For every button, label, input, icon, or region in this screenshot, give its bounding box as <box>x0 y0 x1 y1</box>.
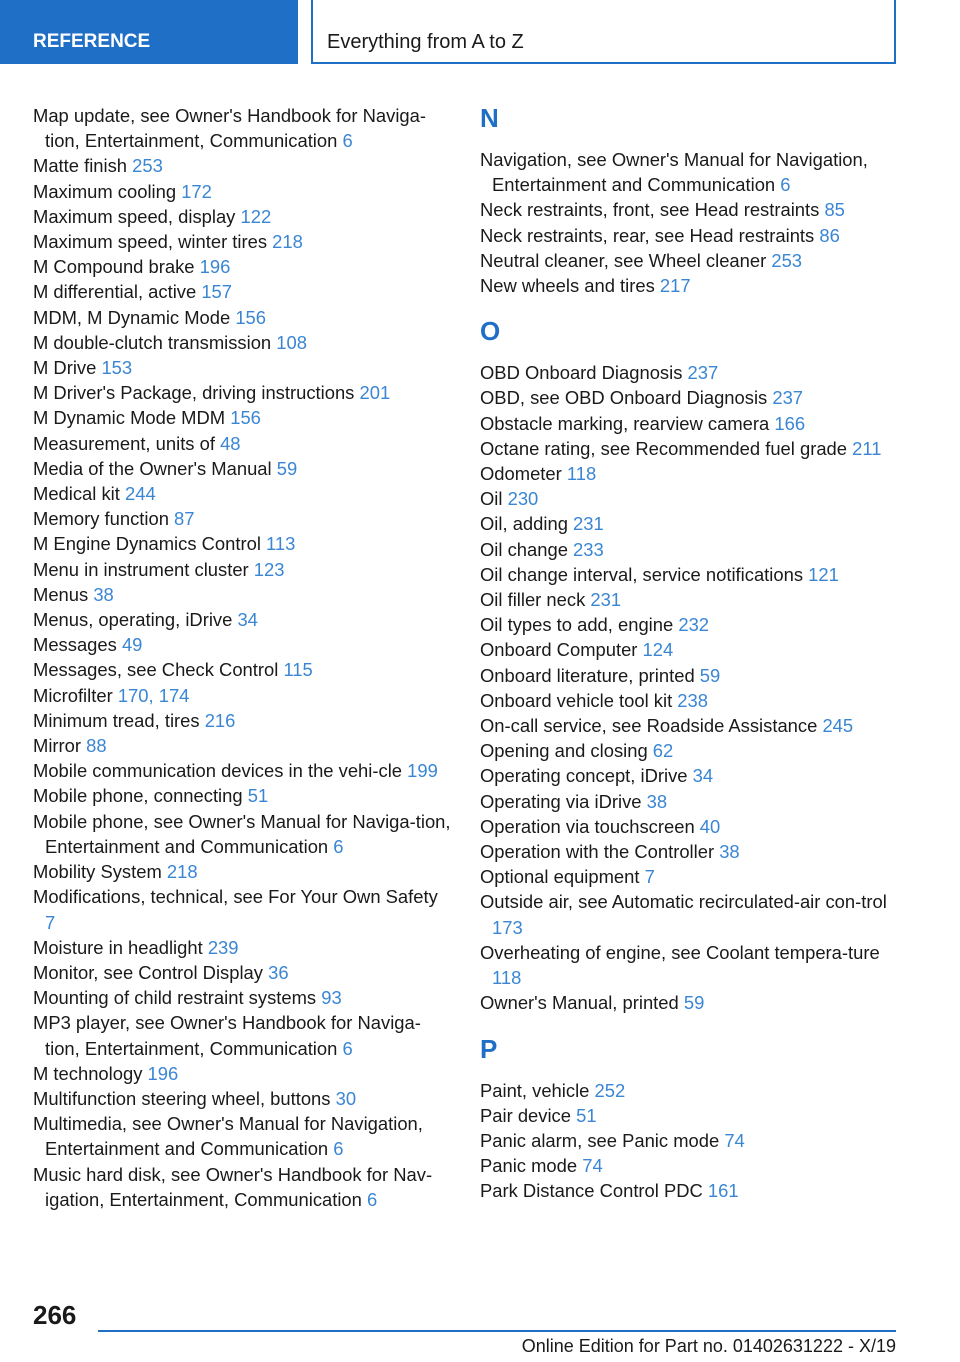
index-entry <box>480 738 900 763</box>
index-entry <box>480 360 900 385</box>
page-reference-link[interactable]: 218 <box>272 231 303 253</box>
entry-term: Minimum tread, tires <box>33 709 205 731</box>
entry-term: Neck restraints, rear, see Head restraints <box>480 224 820 246</box>
entry-term: Mobile phone, connecting <box>33 785 248 807</box>
page-reference-link[interactable]: 122 <box>240 205 272 227</box>
page-reference-link[interactable]: 217 <box>659 275 691 297</box>
page-reference-link[interactable]: 156 <box>235 306 267 328</box>
entry-term: Oil change <box>480 538 574 560</box>
page-reference-link[interactable]: 161 <box>707 1180 739 1202</box>
page-reference-link[interactable]: 59 <box>683 992 705 1014</box>
page-reference-link[interactable]: 7 <box>45 911 56 933</box>
page-reference-link[interactable]: 244 <box>124 483 156 505</box>
page-reference-link[interactable]: 6 <box>342 1037 353 1059</box>
section-spacer <box>480 298 900 310</box>
entry-term: Paint, vehicle <box>480 1079 595 1101</box>
entry-term: M technology <box>33 1062 148 1084</box>
entry-term: Messages, see Check Control <box>33 659 284 681</box>
page-reference-link[interactable]: 201 <box>359 382 391 404</box>
entry-term: Mobility System <box>33 861 167 883</box>
page-reference-link[interactable]: 108 <box>276 331 307 353</box>
page-reference-link[interactable]: 74 <box>582 1155 603 1177</box>
entry-term: Pair device <box>480 1104 577 1126</box>
page-reference-link[interactable]: 153 <box>101 357 133 379</box>
index-entry <box>480 223 900 248</box>
entry-term: Onboard Computer <box>480 639 643 661</box>
entry-term: OBD Onboard Diagnosis <box>480 362 688 384</box>
entry-term: New wheels and tires <box>480 275 660 297</box>
index-entry <box>33 884 453 934</box>
page-reference-link[interactable]: 239 <box>207 936 239 958</box>
section-letter: N <box>480 103 499 133</box>
page-reference-link[interactable]: 51 <box>576 1104 597 1126</box>
index-entry <box>33 758 453 783</box>
page-reference-link[interactable]: 93 <box>321 987 342 1009</box>
index-entry <box>33 783 453 808</box>
entry-term: Operation via touchscreen <box>480 815 700 837</box>
index-entry <box>480 197 900 222</box>
page-reference-link[interactable]: 237 <box>772 387 804 409</box>
index-column-left <box>33 103 453 1212</box>
index-entry <box>33 632 453 657</box>
entry-term: Menus, operating, iDrive <box>33 609 238 631</box>
index-entry <box>480 713 900 738</box>
index-entry <box>33 179 453 204</box>
page-reference-link[interactable]: 6 <box>333 835 344 857</box>
index-entry <box>33 204 453 229</box>
index-entry <box>33 935 453 960</box>
page-reference-link[interactable]: 38 <box>93 583 114 605</box>
entry-term: Messages <box>33 634 122 656</box>
page-reference-link[interactable]: 59 <box>699 664 721 686</box>
page-reference-link[interactable]: 38 <box>646 790 668 812</box>
page-reference-link[interactable]: 123 <box>253 558 285 580</box>
entry-term: Mobile phone, see Owner's Manual for Naviga‐tion, Entertainment and Communication <box>33 810 451 857</box>
entry-term: Map update, see Owner's Handbook for Naviga‐tion, Entertainment, Communication <box>33 105 426 152</box>
page-reference-link[interactable]: 6 <box>780 174 791 196</box>
entry-term: M Driver's Package, driving instructions <box>33 382 360 404</box>
section-letter: O <box>480 316 501 347</box>
entry-term: Oil change interval, service notifications <box>480 563 809 585</box>
index-entry <box>33 960 453 985</box>
index-entry <box>480 537 900 562</box>
index-entry <box>480 1178 900 1203</box>
index-entry <box>33 431 453 456</box>
index-entry <box>33 1010 453 1060</box>
section-tab: REFERENCE <box>0 0 298 64</box>
index-entry <box>33 279 453 304</box>
page-reference-link[interactable]: 237 <box>687 362 719 384</box>
page-reference-link[interactable]: 118 <box>566 463 597 485</box>
index-entry <box>480 612 900 637</box>
page-reference-link[interactable]: 87 <box>174 508 195 530</box>
page-reference-link[interactable]: 38 <box>719 841 740 863</box>
page-reference-link[interactable]: 252 <box>594 1079 626 1101</box>
page-reference-link[interactable]: 59 <box>276 457 298 479</box>
index-entry <box>480 637 900 662</box>
page-reference-link[interactable]: 232 <box>678 614 710 636</box>
index-entry <box>33 405 453 430</box>
entry-term: Navigation, see Owner's Manual for Navigation, Entertainment and Communication <box>480 149 868 196</box>
index-entry <box>33 254 453 279</box>
index-entry <box>480 688 900 713</box>
entry-term: Overheating of engine, see Coolant tempera‐ture <box>480 941 880 963</box>
index-entry <box>33 153 453 178</box>
index-entry <box>480 839 900 864</box>
entry-term: Panic alarm, see Panic mode <box>480 1129 725 1151</box>
index-entry <box>33 305 453 330</box>
index-entry <box>480 1078 900 1103</box>
index-entry <box>480 486 900 511</box>
entry-term: OBD, see OBD Onboard Diagnosis <box>480 387 773 409</box>
index-entry <box>480 436 900 461</box>
entry-term: Monitor, see Control Display <box>33 961 269 983</box>
page-reference-link[interactable]: 118 <box>492 967 522 989</box>
entry-term: Matte finish <box>33 155 133 177</box>
entry-term: Maximum cooling <box>33 180 182 202</box>
entry-term: MP3 player, see Owner's Handbook for Naviga‐tion, Entertainment, Communication <box>33 1012 421 1059</box>
index-entry <box>33 683 453 708</box>
index-entry <box>33 330 453 355</box>
entry-term: Park Distance Control PDC <box>480 1180 708 1202</box>
page-reference-link[interactable]: 166 <box>774 412 806 434</box>
entry-term: Onboard vehicle tool kit <box>480 689 678 711</box>
entry-term: Neck restraints, front, see Head restraints <box>480 199 825 221</box>
entry-term: Modifications, technical, see For Your Own Safety <box>33 886 438 908</box>
page-reference-link[interactable]: 40 <box>699 815 721 837</box>
index-entry <box>33 582 453 607</box>
entry-term: Oil <box>480 488 508 510</box>
entry-term: M Drive <box>33 357 102 379</box>
index-entry <box>33 481 453 506</box>
index-entry <box>33 733 453 758</box>
index-column-right <box>480 103 900 1204</box>
entry-term: Onboard literature, printed <box>480 664 700 686</box>
index-entry <box>480 511 900 536</box>
page-reference-link[interactable]: 121 <box>808 563 839 585</box>
index-entry <box>33 557 453 582</box>
index-entry <box>480 385 900 410</box>
page-reference-link[interactable]: 85 <box>824 199 845 221</box>
index-entry <box>480 1128 900 1153</box>
index-entry <box>33 355 453 380</box>
page-reference-link[interactable]: 231 <box>590 589 622 611</box>
index-entry <box>33 985 453 1010</box>
index-entry <box>480 663 900 688</box>
page-reference-link[interactable]: 238 <box>677 689 708 711</box>
index-entry <box>480 461 900 486</box>
entry-term: Owner's Manual, printed <box>480 992 684 1014</box>
entry-term: Panic mode <box>480 1155 583 1177</box>
footer-rule <box>98 1330 896 1332</box>
page-reference-link[interactable]: 216 <box>204 709 236 731</box>
page-reference-link[interactable]: 7 <box>644 866 655 888</box>
entry-term: M Engine Dynamics Control <box>33 533 267 555</box>
entry-term: Octane rating, see Recommended fuel grade <box>480 437 853 459</box>
page-reference-link[interactable]: 218 <box>166 861 198 883</box>
entry-term: Operation with the Controller <box>480 841 720 863</box>
entry-term: Operating concept, iDrive <box>480 765 693 787</box>
page-reference-link[interactable]: 51 <box>247 785 269 807</box>
index-entry <box>33 531 453 556</box>
index-entry <box>480 1153 900 1178</box>
page-reference-link[interactable]: 6 <box>342 130 353 152</box>
page-reference-link[interactable]: 156 <box>230 407 261 429</box>
index-entry <box>33 607 453 632</box>
page-reference-link[interactable]: 34 <box>692 765 714 787</box>
index-entry <box>33 1162 453 1212</box>
index-entry <box>33 657 453 682</box>
page-reference-link[interactable]: 6 <box>367 1188 378 1210</box>
entry-term: On-call service, see Roadside Assistance <box>480 715 823 737</box>
page-reference-link[interactable]: 230 <box>507 488 539 510</box>
page-reference-link[interactable]: 30 <box>335 1087 357 1109</box>
entry-term: Microfilter <box>33 684 118 706</box>
entry-term: Measurement, units of <box>33 432 221 454</box>
entry-term: Operating via iDrive <box>480 790 647 812</box>
page-reference-link[interactable]: 36 <box>268 961 289 983</box>
index-entry <box>480 1103 900 1128</box>
page-reference-link[interactable]: 115 <box>283 659 313 681</box>
entry-term: Oil, adding <box>480 513 574 535</box>
index-entry <box>33 1086 453 1111</box>
index-entry <box>33 506 453 531</box>
entry-term: Maximum speed, display <box>33 205 241 227</box>
entry-term: Menu in instrument cluster <box>33 558 254 580</box>
page-reference-link[interactable]: 173 <box>492 916 523 938</box>
page-reference-link[interactable]: 124 <box>642 639 674 661</box>
page-reference-link[interactable]: 196 <box>147 1062 179 1084</box>
page-reference-link[interactable]: 34 <box>237 609 258 631</box>
entry-term: Opening and closing <box>480 740 653 762</box>
edition-note: Online Edition for Part no. 01402631222 - X/19 <box>521 1336 896 1356</box>
page-reference-link[interactable]: 157 <box>201 281 233 303</box>
page-reference-link[interactable]: 199 <box>407 760 438 782</box>
entry-term: Multimedia, see Owner's Manual for Navigation, Entertainment and Communication <box>33 1113 423 1160</box>
index-entry <box>33 456 453 481</box>
entry-term: Odometer <box>480 463 567 485</box>
page-reference-link[interactable]: 233 <box>573 538 604 560</box>
page-reference-link[interactable]: 245 <box>822 715 854 737</box>
index-entry <box>480 248 900 273</box>
page-reference-link[interactable]: 253 <box>132 155 163 177</box>
page-reference-link[interactable]: 49 <box>121 634 143 656</box>
index-entry <box>480 864 900 889</box>
entry-term: M Dynamic Mode MDM <box>33 407 231 429</box>
entry-term: Outside air, see Automatic recirculated-air con‐trol <box>480 891 887 913</box>
entry-term: Optional equipment <box>480 866 645 888</box>
index-entry <box>480 889 900 939</box>
entry-term: Medical kit <box>33 483 125 505</box>
index-entry <box>33 708 453 733</box>
entry-term: Mounting of child restraint systems <box>33 987 322 1009</box>
page-reference-link[interactable]: 62 <box>652 740 674 762</box>
page-reference-link[interactable]: 170, 174 <box>117 684 190 706</box>
page-reference-link[interactable]: 74 <box>724 1129 745 1151</box>
index-entry <box>33 380 453 405</box>
index-entry <box>480 147 900 197</box>
index-entry <box>480 562 900 587</box>
entry-term: Media of the Owner's Manual <box>33 457 277 479</box>
section-letter: P <box>480 1033 498 1064</box>
index-entry <box>480 940 900 990</box>
entry-term: M double-clutch transmission <box>33 331 277 353</box>
entry-term: Menus <box>33 583 94 605</box>
entry-term: Mirror <box>33 735 87 757</box>
index-entry <box>480 990 900 1015</box>
page-reference-link[interactable]: 48 <box>220 432 241 454</box>
entry-term: Mobile communication devices in the vehi‐cle <box>33 760 408 782</box>
entry-term: M Compound brake <box>33 256 200 278</box>
page-reference-link[interactable]: 196 <box>199 256 231 278</box>
entry-term: Music hard disk, see Owner's Handbook for Nav‐igation, Entertainment, Communication <box>33 1163 433 1210</box>
entry-term: Memory function <box>33 508 175 530</box>
index-entry <box>33 809 453 859</box>
index-entry <box>33 1061 453 1086</box>
index-entry <box>33 229 453 254</box>
entry-term: Maximum speed, winter tires <box>33 231 273 253</box>
page-reference-link[interactable]: 88 <box>86 735 107 757</box>
page-reference-link[interactable]: 86 <box>819 224 840 246</box>
entry-term: Moisture in headlight <box>33 936 208 958</box>
index-entry <box>480 411 900 436</box>
index-entry <box>33 859 453 884</box>
index-entry <box>480 273 900 298</box>
entry-term: Obstacle marking, rearview camera <box>480 412 775 434</box>
page-reference-link[interactable]: 253 <box>771 249 803 271</box>
index-entry <box>33 1111 453 1161</box>
entry-term: Oil filler neck <box>480 589 591 611</box>
section-spacer <box>480 1016 900 1028</box>
entry-term: Oil types to add, engine <box>480 614 679 636</box>
index-entry <box>480 789 900 814</box>
index-entry <box>480 763 900 788</box>
index-entry <box>33 103 453 153</box>
page-header-title: Everything from A to Z <box>311 0 896 64</box>
page-number: 266 <box>33 1300 77 1330</box>
page-reference-link[interactable]: 231 <box>573 513 604 535</box>
entry-term: MDM, M Dynamic Mode <box>33 306 236 328</box>
entry-term: Neutral cleaner, see Wheel cleaner <box>480 249 772 271</box>
page-reference-link[interactable]: 6 <box>333 1138 344 1160</box>
page-reference-link[interactable]: 113 <box>266 533 296 555</box>
index-entry <box>480 814 900 839</box>
page-reference-link[interactable]: 211 <box>852 437 882 459</box>
entry-term: Multifunction steering wheel, buttons <box>33 1087 336 1109</box>
entry-term: M differential, active <box>33 281 202 303</box>
index-entry <box>480 587 900 612</box>
page-reference-link[interactable]: 172 <box>181 180 212 202</box>
